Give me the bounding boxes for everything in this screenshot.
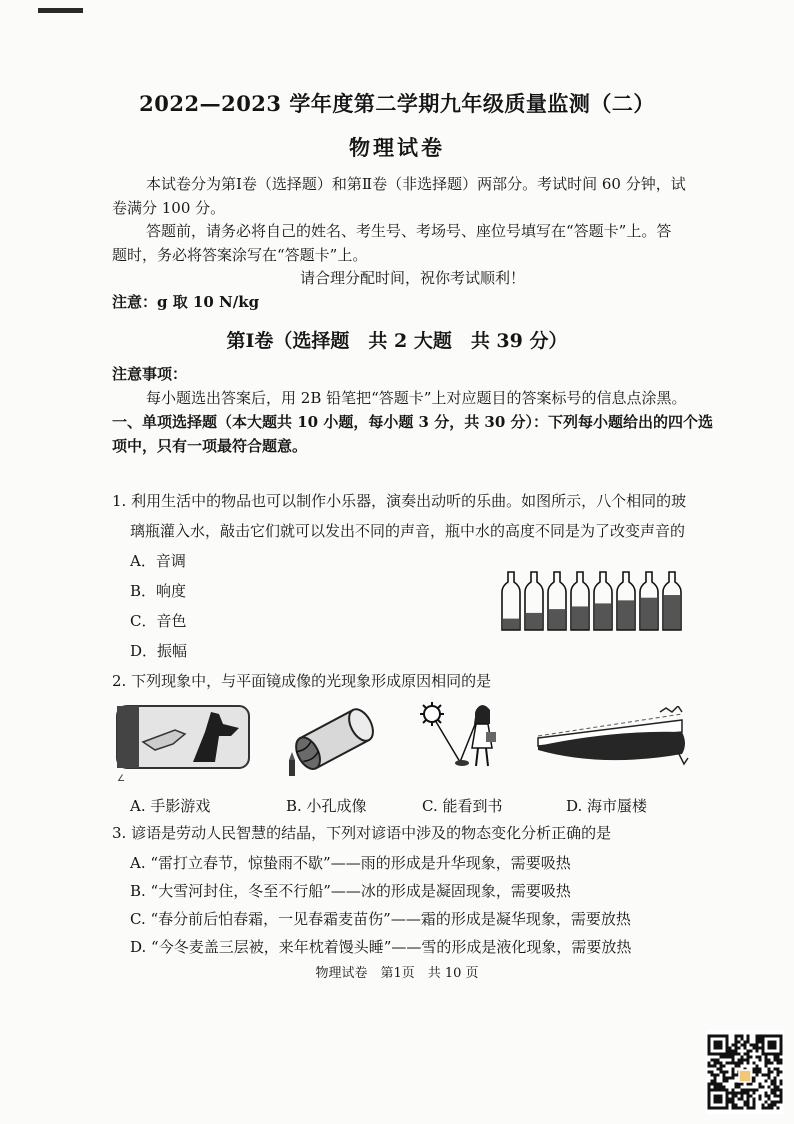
- intro-note: 注意：g 取 10 N/kg: [112, 293, 260, 311]
- q1-option-b: B．响度: [130, 582, 187, 600]
- q2-line-1: 2. 下列现象中，与平面镜成像的光现象形成原因相同的是: [112, 672, 492, 690]
- q3-option-d: D. “今冬麦盖三层被，来年枕着馒头睡”——雪的形成是液化现象，需要放热: [130, 938, 632, 956]
- intro-wish: 请合理分配时间，祝你考试顺利！: [300, 269, 526, 287]
- part-heading-line-1: 一、单项选择题（本大题共 10 小题，每小题 3 分，共 30 分）：下列每小题给出的四个选: [112, 413, 714, 431]
- intro-line-1: 本试卷分为第Ⅰ卷（选择题）和第Ⅱ卷（非选择题）两部分。考试时间 60 分钟，试: [146, 175, 686, 193]
- q1-line-2: 璃瓶灌入水，敲击它们就可以发出不同的声音，瓶中水的高度不同是为了改变声音的: [130, 522, 686, 540]
- page-footer: 物理试卷 第1页 共 10 页: [315, 966, 479, 981]
- exam-subtitle: 物理试卷: [349, 135, 445, 160]
- hand-shadow-figure: [115, 702, 255, 782]
- scan-corner-mark: [38, 8, 83, 13]
- q3-option-b: B. “大雪河封住，冬至不行船”——冰的形成是凝固现象，需要吸热: [130, 882, 571, 900]
- bottle: [640, 572, 658, 630]
- bottle: [548, 572, 566, 630]
- pinhole-camera-figure: [283, 706, 383, 782]
- bottle: [663, 572, 681, 630]
- bottle: [594, 572, 612, 630]
- q3-line-1: 3. 谚语是劳动人民智慧的结晶，下列对谚语中涉及的物态变化分析正确的是: [112, 824, 612, 842]
- bottle: [525, 572, 543, 630]
- bottles-figure: [498, 570, 688, 632]
- q2-option-d: D. 海市蜃楼: [566, 797, 648, 815]
- intro-line-4: 题时，务必将答案涂写在“答题卡”上。: [112, 246, 368, 264]
- intro-line-2: 卷满分 100 分。: [112, 199, 226, 217]
- bottle: [502, 572, 520, 630]
- svg-text:∠: ∠: [117, 774, 126, 782]
- bottle: [571, 572, 589, 630]
- q1-option-d: D．振幅: [130, 642, 188, 660]
- notice-title: 注意事项：: [112, 365, 188, 383]
- qr-code-icon: [706, 1030, 784, 1114]
- mirage-figure: [532, 706, 696, 772]
- exam-title: 2022—2023 学年度第二学期九年级质量监测（二）: [139, 91, 655, 116]
- q2-option-a: A. 手影游戏: [130, 797, 211, 815]
- q1-option-a: A．音调: [130, 552, 186, 570]
- q3-option-a: A. “雷打立春节，惊蛰雨不歇”——雨的形成是升华现象，需要吸热: [130, 854, 571, 872]
- notice-text: 每小题选出答案后，用 2B 铅笔把“答题卡”上对应题目的答案标号的信息点涂黑。: [146, 389, 687, 407]
- section-title: 第Ⅰ卷（选择题 共 2 大题 共 39 分）: [226, 330, 568, 352]
- intro-line-3: 答题前，请务必将自己的姓名、考生号、考场号、座位号填写在“答题卡”上。答: [146, 222, 672, 240]
- bottle: [617, 572, 635, 630]
- q1-option-c: C．音色: [130, 612, 187, 630]
- q1-line-1: 1. 利用生活中的物品也可以制作小乐器，演奏出动听的乐曲。如图所示，八个相同的玻: [112, 492, 687, 510]
- q3-option-c: C. “春分前后怕春霜，一见春霜麦苗伤”——霜的形成是凝华现象，需要放热: [130, 910, 631, 928]
- q2-option-b: B. 小孔成像: [286, 797, 367, 815]
- part-heading-line-2: 项中，只有一项最符合题意。: [112, 437, 308, 455]
- reading-book-figure: [410, 700, 510, 772]
- q2-option-c: C. 能看到书: [422, 797, 503, 815]
